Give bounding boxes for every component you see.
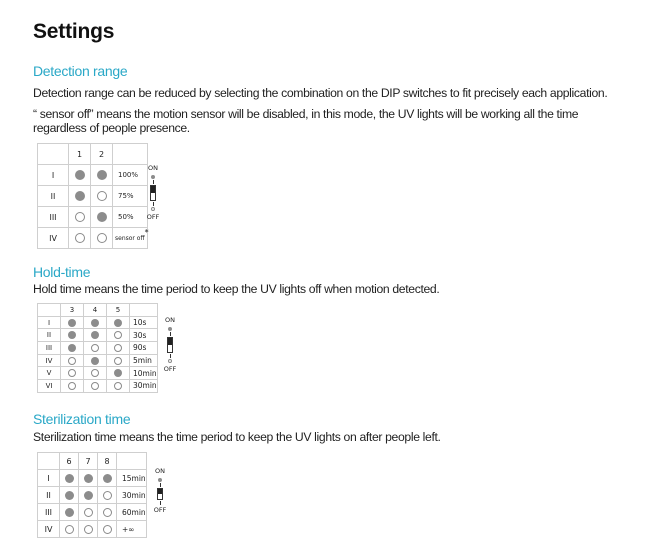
switch-cell bbox=[84, 316, 107, 329]
switch-on-icon bbox=[68, 319, 76, 327]
switch-cell bbox=[60, 504, 79, 521]
table-row bbox=[38, 316, 158, 329]
switch-on-icon bbox=[84, 474, 93, 483]
row-value: 90s bbox=[130, 342, 158, 355]
switch-off-icon bbox=[91, 369, 99, 377]
switch-off-icon bbox=[114, 382, 122, 390]
dip-switch-legend bbox=[162, 316, 178, 373]
dip-switch-icon bbox=[150, 185, 156, 201]
row-value: 100% bbox=[113, 165, 148, 186]
row-value: 60min bbox=[117, 504, 147, 521]
legend-off-label: OFF bbox=[163, 365, 177, 373]
row-label: II bbox=[38, 329, 61, 342]
dip-switch-icon bbox=[167, 337, 173, 353]
row-value-text bbox=[115, 227, 149, 242]
switch-cell bbox=[84, 354, 107, 367]
legend-on-label: ON bbox=[155, 467, 165, 475]
switch-off-icon bbox=[103, 491, 112, 500]
detection-range-title: Detection range bbox=[33, 63, 128, 79]
switch-off-icon bbox=[91, 344, 99, 352]
dip-switch-legend bbox=[145, 164, 161, 221]
row-label: II bbox=[38, 487, 60, 504]
switch-cell bbox=[69, 165, 91, 186]
switch-cell bbox=[91, 165, 113, 186]
row-value: 30min bbox=[130, 380, 158, 393]
row-label: IV bbox=[38, 354, 61, 367]
switch-off-icon bbox=[114, 357, 122, 365]
table-row bbox=[38, 521, 147, 538]
hold-time-description: Hold time means the time period to keep the UV lights off when motion detected. bbox=[33, 282, 440, 296]
switch-off-icon bbox=[103, 525, 112, 534]
row-label: I bbox=[38, 470, 60, 487]
switch-off-icon bbox=[84, 525, 93, 534]
sterilization-time-title: Sterilization time bbox=[33, 411, 131, 427]
page-title: Settings bbox=[33, 20, 115, 43]
note-asterisk: * bbox=[144, 227, 149, 237]
value-label: sensor off bbox=[115, 234, 145, 242]
legend-on-label: ON bbox=[165, 316, 175, 324]
switch-cell bbox=[60, 521, 79, 538]
switch-cell bbox=[107, 316, 130, 329]
header-cell bbox=[38, 453, 60, 470]
arrow-icon bbox=[170, 332, 171, 336]
switch-on-icon bbox=[91, 357, 99, 365]
switch-on-icon bbox=[91, 331, 99, 339]
switch-on-icon bbox=[65, 474, 74, 483]
switch-cell bbox=[98, 470, 117, 487]
switch-cell bbox=[91, 228, 113, 249]
header-switch-7: 7 bbox=[79, 453, 98, 470]
table-row bbox=[38, 207, 148, 228]
table-row bbox=[38, 354, 158, 367]
switch-cell bbox=[61, 354, 84, 367]
table-row bbox=[38, 380, 158, 393]
switch-off-icon bbox=[65, 525, 74, 534]
row-value: 10s bbox=[130, 316, 158, 329]
row-value: 30min bbox=[117, 487, 147, 504]
switch-off-icon bbox=[97, 233, 107, 243]
switch-off-icon bbox=[84, 508, 93, 517]
row-label: V bbox=[38, 367, 61, 380]
arrow-icon bbox=[170, 354, 171, 358]
sterilization-time-description: Sterilization time means the time period to keep the UV lights on after people left. bbox=[33, 430, 441, 444]
switch-cell bbox=[98, 504, 117, 521]
switch-cell bbox=[84, 367, 107, 380]
legend-on-label: ON bbox=[148, 164, 158, 172]
switch-off-icon bbox=[75, 212, 85, 222]
arrow-icon bbox=[153, 180, 154, 184]
switch-on-icon bbox=[97, 212, 107, 222]
legend-off-label: OFF bbox=[146, 213, 160, 221]
switch-cell bbox=[69, 207, 91, 228]
header-switch-8: 8 bbox=[98, 453, 117, 470]
header-switch-5: 5 bbox=[107, 304, 130, 317]
row-value: 5min bbox=[130, 354, 158, 367]
off-dot-icon bbox=[168, 359, 172, 363]
switch-on-icon bbox=[68, 344, 76, 352]
row-label: I bbox=[38, 165, 69, 186]
table-row bbox=[38, 504, 147, 521]
switch-cell bbox=[61, 367, 84, 380]
switch-cell bbox=[60, 470, 79, 487]
switch-cell bbox=[79, 470, 98, 487]
switch-cell bbox=[61, 316, 84, 329]
row-value bbox=[113, 228, 148, 249]
sterilization-time-table bbox=[37, 452, 147, 538]
switch-on-icon bbox=[68, 331, 76, 339]
row-value: 50% bbox=[113, 207, 148, 228]
switch-cell bbox=[61, 329, 84, 342]
row-label: I bbox=[38, 316, 61, 329]
switch-off-icon bbox=[103, 508, 112, 517]
switch-on-icon bbox=[91, 319, 99, 327]
table-row bbox=[38, 329, 158, 342]
hold-time-title: Hold-time bbox=[33, 264, 91, 280]
hold-time-table bbox=[37, 303, 158, 393]
switch-cell bbox=[107, 367, 130, 380]
detection-range-description: Detection range can be reduced by selecting the combination on the DIP switches to fit precisely each application. bbox=[33, 86, 608, 100]
switch-on-icon bbox=[103, 474, 112, 483]
switch-cell bbox=[91, 207, 113, 228]
table-header-row bbox=[38, 453, 147, 470]
header-switch-6: 6 bbox=[60, 453, 79, 470]
table-header-row bbox=[38, 304, 158, 317]
row-value: 30s bbox=[130, 329, 158, 342]
switch-cell bbox=[61, 380, 84, 393]
header-switch-4: 4 bbox=[84, 304, 107, 317]
row-label: VI bbox=[38, 380, 61, 393]
switch-cell bbox=[107, 342, 130, 355]
switch-off-icon bbox=[114, 331, 122, 339]
row-value: 15min bbox=[117, 470, 147, 487]
table-row bbox=[38, 487, 147, 504]
switch-cell bbox=[79, 487, 98, 504]
on-dot-icon bbox=[151, 175, 155, 179]
row-label: IV bbox=[38, 228, 69, 249]
switch-cell bbox=[98, 521, 117, 538]
dip-switch-legend bbox=[152, 467, 168, 514]
table-row bbox=[38, 470, 147, 487]
switch-cell bbox=[61, 342, 84, 355]
switch-off-icon bbox=[114, 344, 122, 352]
on-dot-icon bbox=[158, 478, 162, 482]
switch-cell bbox=[107, 380, 130, 393]
switch-on-icon bbox=[75, 170, 85, 180]
switch-on-icon bbox=[65, 508, 74, 517]
header-cell bbox=[117, 453, 147, 470]
row-label: III bbox=[38, 504, 60, 521]
switch-off-icon bbox=[75, 233, 85, 243]
header-cell bbox=[38, 304, 61, 317]
row-value: +∞ bbox=[117, 521, 147, 538]
switch-off-icon bbox=[68, 382, 76, 390]
switch-off-icon bbox=[68, 369, 76, 377]
header-switch-3: 3 bbox=[61, 304, 84, 317]
on-dot-icon bbox=[168, 327, 172, 331]
arrow-icon bbox=[153, 202, 154, 206]
row-value: 75% bbox=[113, 186, 148, 207]
switch-on-icon bbox=[97, 170, 107, 180]
switch-cell bbox=[84, 329, 107, 342]
header-cell bbox=[38, 144, 69, 165]
switch-cell bbox=[69, 228, 91, 249]
switch-cell bbox=[60, 487, 79, 504]
legend-off-label: OFF bbox=[153, 506, 167, 514]
row-label: III bbox=[38, 342, 61, 355]
header-cell bbox=[113, 144, 148, 165]
switch-cell bbox=[84, 380, 107, 393]
row-label: III bbox=[38, 207, 69, 228]
row-label: IV bbox=[38, 521, 60, 538]
table-row bbox=[38, 342, 158, 355]
dip-switch-icon bbox=[157, 488, 163, 500]
switch-on-icon bbox=[84, 491, 93, 500]
switch-off-icon bbox=[91, 382, 99, 390]
header-switch-2: 2 bbox=[91, 144, 113, 165]
switch-cell bbox=[107, 329, 130, 342]
table-row bbox=[38, 186, 148, 207]
switch-cell bbox=[69, 186, 91, 207]
table-header-row bbox=[38, 144, 148, 165]
switch-cell bbox=[91, 186, 113, 207]
off-dot-icon bbox=[151, 207, 155, 211]
table-row bbox=[38, 367, 158, 380]
sensor-off-description: “ sensor off” means the motion sensor will be disabled, in this mode, the UV lights will be working all the time regardless of people presence. bbox=[33, 107, 579, 135]
arrow-icon bbox=[160, 501, 161, 505]
header-cell bbox=[130, 304, 158, 317]
switch-cell bbox=[79, 521, 98, 538]
switch-cell bbox=[107, 354, 130, 367]
switch-off-icon bbox=[68, 357, 76, 365]
switch-on-icon bbox=[114, 319, 122, 327]
switch-on-icon bbox=[75, 191, 85, 201]
switch-cell bbox=[98, 487, 117, 504]
table-row bbox=[38, 228, 148, 249]
switch-cell bbox=[79, 504, 98, 521]
row-value: 10min bbox=[130, 367, 158, 380]
row-label: II bbox=[38, 186, 69, 207]
detection-range-table bbox=[37, 143, 148, 249]
switch-on-icon bbox=[65, 491, 74, 500]
header-switch-1: 1 bbox=[69, 144, 91, 165]
switch-off-icon bbox=[97, 191, 107, 201]
switch-on-icon bbox=[114, 369, 122, 377]
arrow-icon bbox=[160, 483, 161, 487]
switch-cell bbox=[84, 342, 107, 355]
table-row bbox=[38, 165, 148, 186]
